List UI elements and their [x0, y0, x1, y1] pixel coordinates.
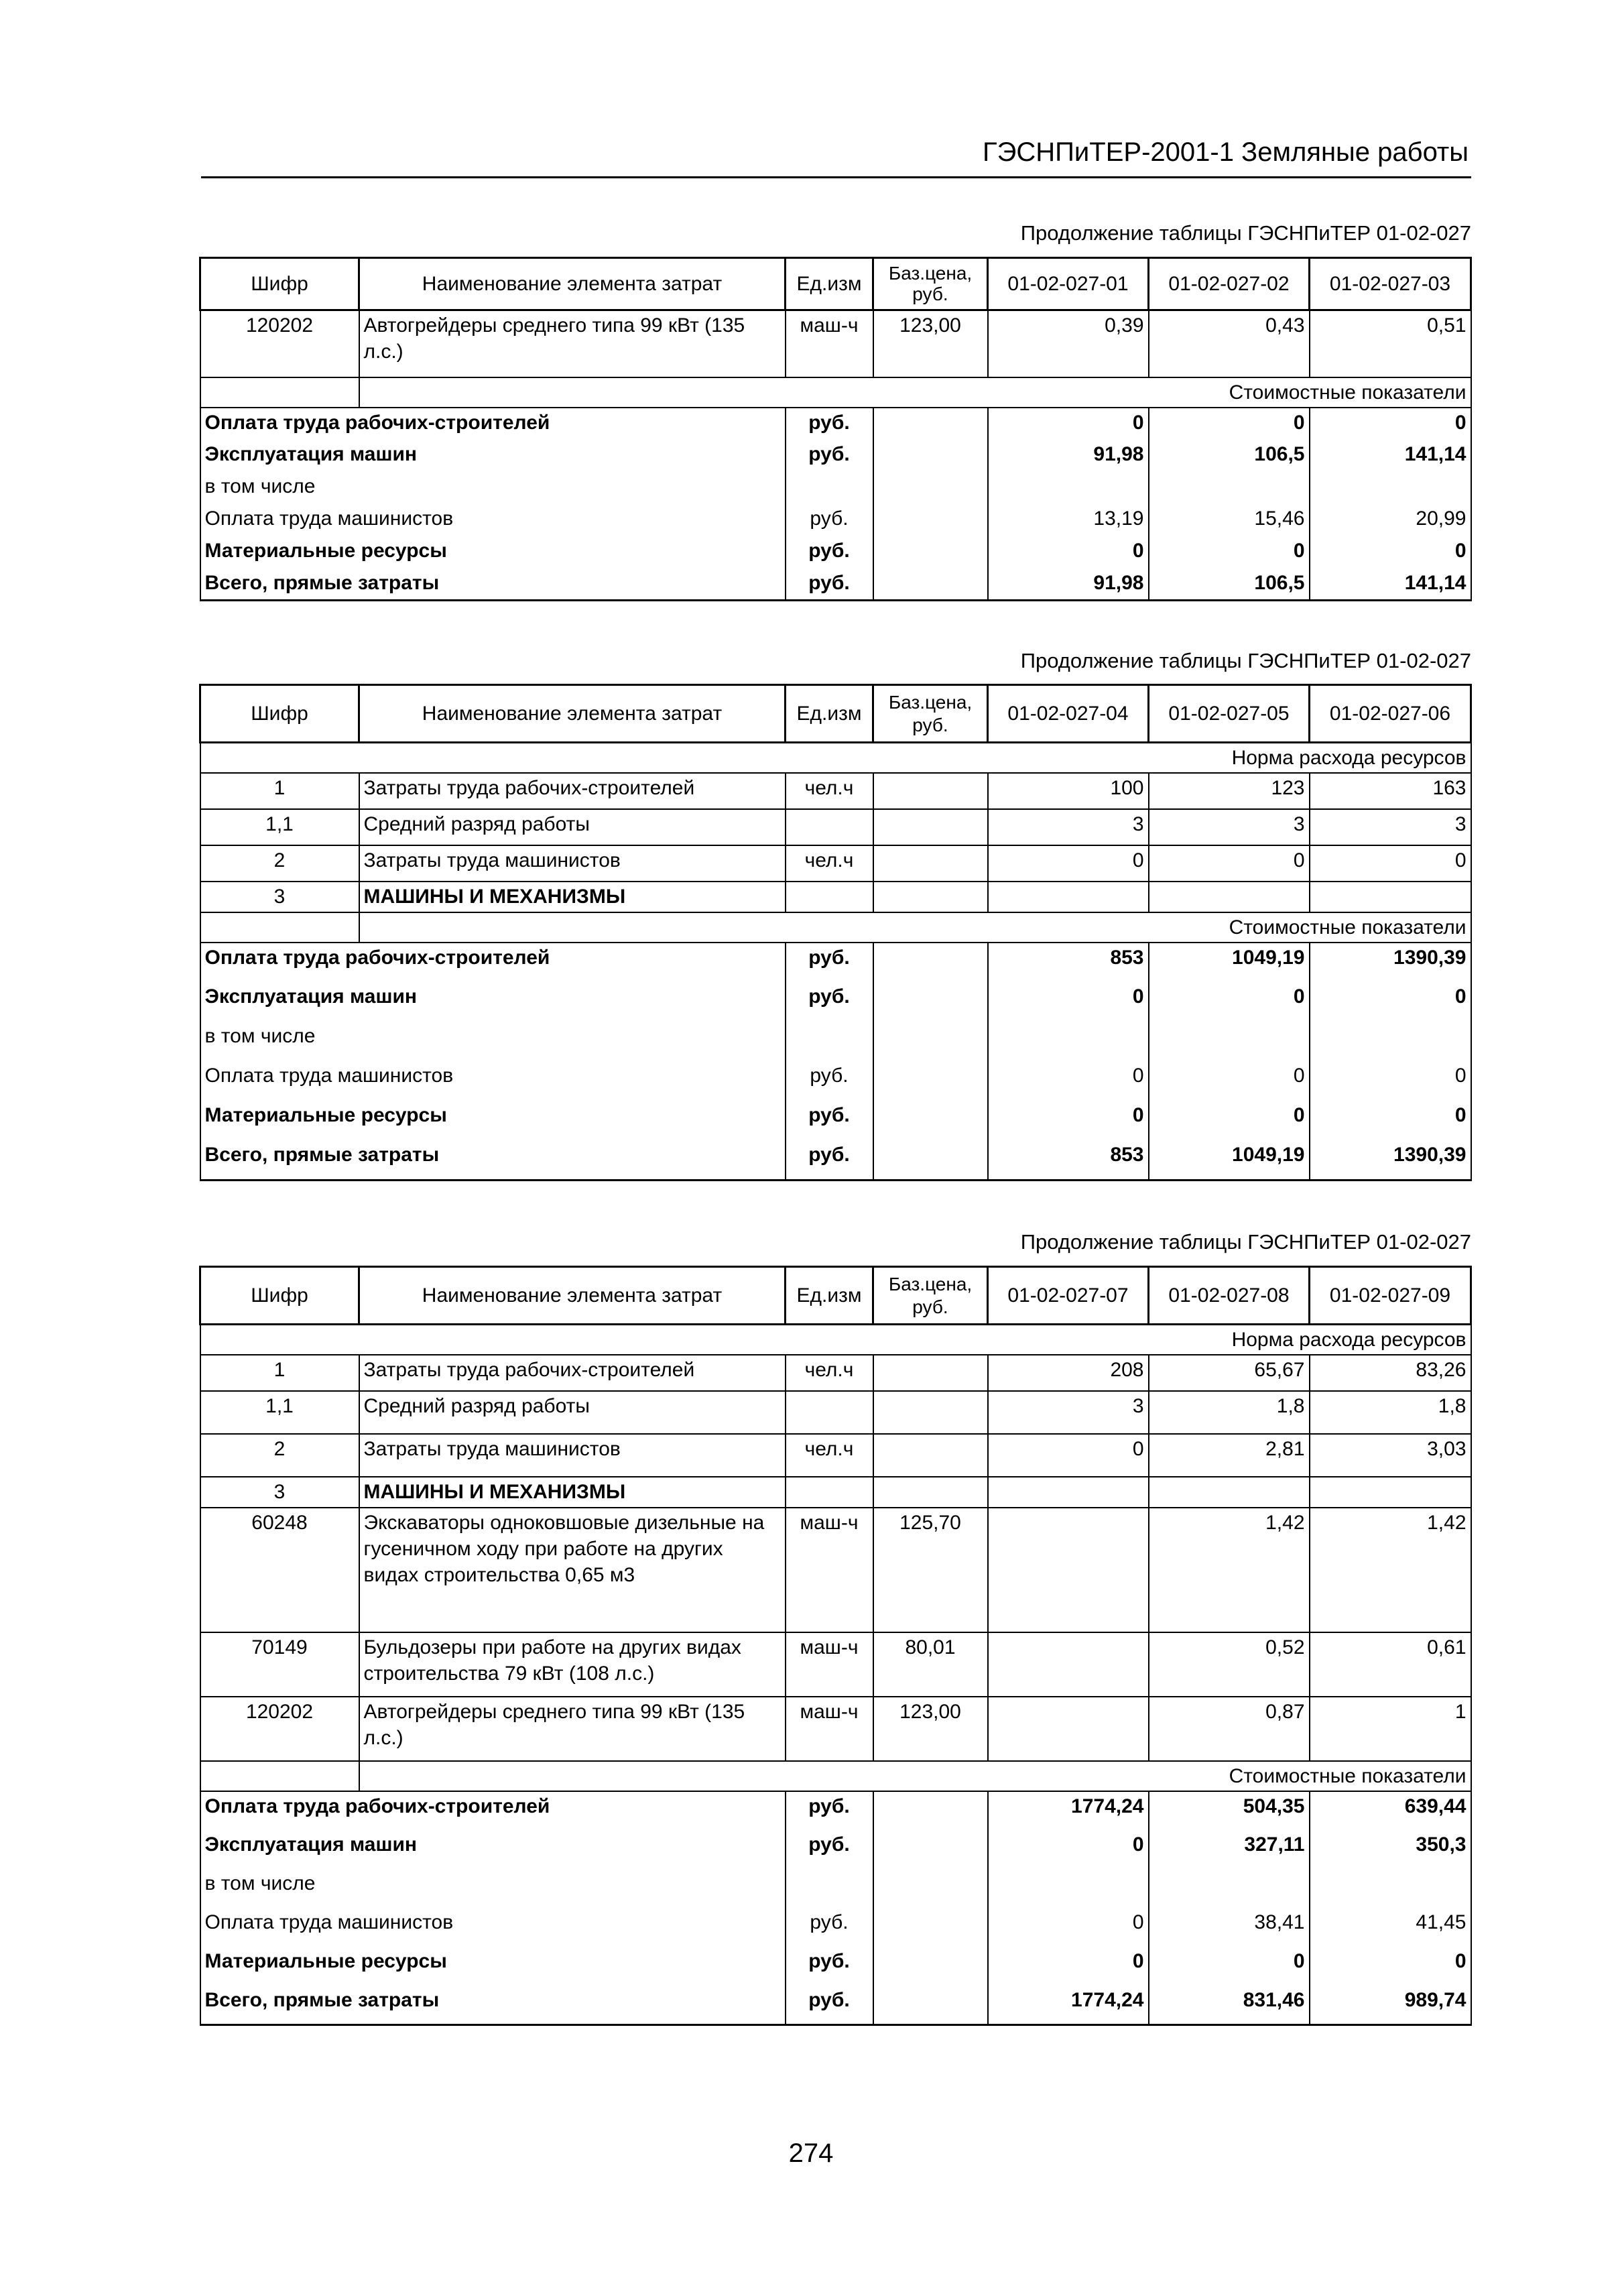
- table-cell: 1774,24: [988, 1986, 1149, 2025]
- table-cell: [988, 1869, 1149, 1908]
- table-cell: [1310, 1477, 1471, 1508]
- table-cell: 3: [988, 809, 1149, 845]
- table-cell: руб.: [786, 536, 873, 568]
- col-name-header: Наименование элемента затрат: [359, 685, 786, 743]
- table-cell: 1774,24: [988, 1791, 1149, 1830]
- table-cell: 141,14: [1310, 440, 1471, 472]
- col-code-2: 01-02-027-02: [1149, 258, 1310, 310]
- table-row: [200, 1140, 1471, 1180]
- col-name-header: Наименование элемента затрат: [359, 1267, 786, 1325]
- table-cell: 1390,39: [1310, 943, 1471, 982]
- table-cell: руб.: [786, 1986, 873, 2025]
- table-cell: [988, 1697, 1149, 1761]
- table-row: [200, 1477, 1471, 1508]
- table-cell: 3: [200, 1477, 359, 1508]
- table-cell: руб.: [786, 504, 873, 536]
- table-cell: 1: [200, 1355, 359, 1391]
- table-cell: маш-ч: [786, 310, 873, 377]
- table-cell: 15,46: [1149, 504, 1310, 536]
- table-cell: Всего, прямые затраты: [200, 1140, 786, 1180]
- table-row: [200, 1355, 1471, 1391]
- table-row: [200, 943, 1471, 982]
- table-cell: Оплата труда машинистов: [200, 1908, 786, 1947]
- col-code-header: Шифр: [200, 258, 359, 310]
- table-cell: [873, 1869, 988, 1908]
- table-cell: 0,61: [1310, 1632, 1471, 1697]
- table-cell: [1310, 1869, 1471, 1908]
- table-cell: руб.: [786, 408, 873, 440]
- col-code-5: 01-02-027-05: [1149, 685, 1310, 743]
- table-cell: 0: [988, 536, 1149, 568]
- table-row: [200, 1391, 1471, 1434]
- table-cell: [873, 982, 988, 1022]
- table-cell: 123: [1149, 773, 1310, 809]
- table-cell: Экскаваторы одноковшовые дизельные на гусеничном ходу при работе на других видах строительства 0,65 м3: [359, 1508, 786, 1632]
- table-cell: 91,98: [988, 440, 1149, 472]
- table-cell: 41,45: [1310, 1908, 1471, 1947]
- col-name-header: Наименование элемента затрат: [359, 258, 786, 310]
- table-cell: 0: [1149, 1061, 1310, 1101]
- table-cell: 91,98: [988, 568, 1149, 601]
- table-cell: Бульдозеры при работе на других видах строительства 79 кВт (108 л.с.): [359, 1632, 786, 1697]
- table-cell: руб.: [786, 1908, 873, 1947]
- table-cell: 80,01: [873, 1632, 988, 1697]
- cost-section-header: Стоимостные показатели: [359, 377, 1471, 408]
- table-cell: [786, 472, 873, 504]
- col-unit-header: Ед.изм: [786, 685, 873, 743]
- table-row: [200, 845, 1471, 882]
- table-row: [200, 1869, 1471, 1908]
- col-unit-header: Ед.изм: [786, 1267, 873, 1325]
- table-cell: 1,8: [1149, 1391, 1310, 1434]
- table-cell: [873, 882, 988, 912]
- table2: [199, 684, 1472, 1181]
- table-cell: Затраты труда рабочих-строителей: [359, 1355, 786, 1391]
- table-cell: Эксплуатация машин: [200, 1830, 786, 1869]
- header-title: ГЭСНПиТЕР-2001-1 Земляные работы: [983, 137, 1469, 167]
- table-cell: руб.: [786, 1101, 873, 1140]
- table-cell: [873, 1022, 988, 1061]
- table-cell: 2: [200, 1434, 359, 1477]
- table-cell: Автогрейдеры среднего типа 99 кВт (135 л.с.): [359, 310, 786, 377]
- table-row: [200, 536, 1471, 568]
- table-cell: [1310, 1022, 1471, 1061]
- table-cell: [1149, 1869, 1310, 1908]
- table-cell: Автогрейдеры среднего типа 99 кВт (135 л.с.): [359, 1697, 786, 1761]
- table-cell: [988, 472, 1149, 504]
- table-cell: 125,70: [873, 1508, 988, 1632]
- table-cell: [873, 1355, 988, 1391]
- table-cell: 0,43: [1149, 310, 1310, 377]
- table-cell: Оплата труда рабочих-строителей: [200, 408, 786, 440]
- table-cell: 0: [988, 1908, 1149, 1947]
- table-row: [200, 472, 1471, 504]
- table-cell: Материальные ресурсы: [200, 1101, 786, 1140]
- table-row: [200, 882, 1471, 912]
- col-price-header: Баз.цена, руб.: [873, 1267, 988, 1325]
- table-row: [200, 408, 1471, 440]
- cost-section-header: Стоимостные показатели: [359, 1761, 1471, 1791]
- table-cell: 989,74: [1310, 1986, 1471, 2025]
- table-cell: [873, 440, 988, 472]
- table-cell: чел.ч: [786, 845, 873, 882]
- table-cell: [1149, 1022, 1310, 1061]
- table-cell: [988, 1022, 1149, 1061]
- table-cell: [1149, 1477, 1310, 1508]
- table3-caption: Продолжение таблицы ГЭСНПиТЕР 01-02-027: [1020, 1230, 1471, 1254]
- table-cell: 0,39: [988, 310, 1149, 377]
- table-cell: 120202: [200, 310, 359, 377]
- table-cell: руб.: [786, 982, 873, 1022]
- table-row: [200, 1061, 1471, 1101]
- table-cell: 0: [1310, 982, 1471, 1022]
- table-cell: 123,00: [873, 310, 988, 377]
- table-cell: руб.: [786, 1791, 873, 1830]
- table1-caption: Продолжение таблицы ГЭСНПиТЕР 01-02-027: [1020, 221, 1471, 245]
- table-row: [200, 1022, 1471, 1061]
- table-cell: [988, 1477, 1149, 1508]
- table-cell: [873, 1830, 988, 1869]
- table-cell: МАШИНЫ И МЕХАНИЗМЫ: [359, 882, 786, 912]
- table-cell: 106,5: [1149, 440, 1310, 472]
- table-cell: Оплата труда машинистов: [200, 504, 786, 536]
- table-cell: 327,11: [1149, 1830, 1310, 1869]
- table-row: [200, 1697, 1471, 1761]
- table-cell: [786, 1391, 873, 1434]
- table-row: [200, 809, 1471, 845]
- table-cell: 1,42: [1310, 1508, 1471, 1632]
- table-cell: [873, 1477, 988, 1508]
- table-cell: Всего, прямые затраты: [200, 1986, 786, 2025]
- col-code-header: Шифр: [200, 1267, 359, 1325]
- table-cell: 504,35: [1149, 1791, 1310, 1830]
- table-cell: руб.: [786, 1947, 873, 1986]
- table3: [199, 1266, 1472, 2026]
- table-cell: [786, 1022, 873, 1061]
- table-cell: чел.ч: [786, 773, 873, 809]
- table-cell: [873, 1986, 988, 2025]
- page-number: 274: [788, 2138, 834, 2168]
- table-row: [200, 1101, 1471, 1140]
- table-row: [200, 504, 1471, 536]
- table-cell: в том числе: [200, 472, 786, 504]
- table-cell: 0: [1149, 408, 1310, 440]
- col-code-8: 01-02-027-08: [1149, 1267, 1310, 1325]
- norms-section-header: Норма расхода ресурсов: [200, 1325, 1471, 1355]
- table-cell: 1,1: [200, 809, 359, 845]
- col-code-header: Шифр: [200, 685, 359, 743]
- table-cell: 831,46: [1149, 1986, 1310, 2025]
- table-cell: 70149: [200, 1632, 359, 1697]
- col-price-header: Баз.цена, руб.: [873, 258, 988, 310]
- table-cell: 0,52: [1149, 1632, 1310, 1697]
- norms-section-header: Норма расхода ресурсов: [200, 743, 1471, 774]
- table-cell: [988, 1632, 1149, 1697]
- table-cell: 2: [200, 845, 359, 882]
- table-cell: маш-ч: [786, 1697, 873, 1761]
- table-cell: [873, 536, 988, 568]
- col-code-1: 01-02-027-01: [988, 258, 1149, 310]
- table-cell: 0: [1310, 1101, 1471, 1140]
- table-cell: [873, 472, 988, 504]
- table-cell: [988, 882, 1149, 912]
- table-cell: [873, 504, 988, 536]
- table-cell: 639,44: [1310, 1791, 1471, 1830]
- table-cell: 3,03: [1310, 1434, 1471, 1477]
- table-cell: 0: [1149, 845, 1310, 882]
- table-cell: Оплата труда машинистов: [200, 1061, 786, 1101]
- table-cell: руб.: [786, 1830, 873, 1869]
- col-price-header: Баз.цена, руб.: [873, 685, 988, 743]
- table-cell: [988, 1508, 1149, 1632]
- table-row: [200, 1434, 1471, 1477]
- table-cell: [873, 1434, 988, 1477]
- table-row: [200, 1947, 1471, 1986]
- col-code-4: 01-02-027-04: [988, 685, 1149, 743]
- cost-section-header: Стоимостные показатели: [359, 912, 1471, 943]
- table-cell: [873, 408, 988, 440]
- table-row: [200, 1791, 1471, 1830]
- table-cell: 3: [200, 882, 359, 912]
- table-cell: руб.: [786, 943, 873, 982]
- table-cell: [873, 943, 988, 982]
- col-code-6: 01-02-027-06: [1310, 685, 1471, 743]
- table-cell: 1,1: [200, 1391, 359, 1434]
- table-cell: 83,26: [1310, 1355, 1471, 1391]
- table-cell: [873, 809, 988, 845]
- table-row: [200, 568, 1471, 601]
- table-cell: Затраты труда машинистов: [359, 845, 786, 882]
- table-cell: 0: [1149, 1101, 1310, 1140]
- table-cell: 0: [1149, 536, 1310, 568]
- table-cell: 853: [988, 1140, 1149, 1180]
- table-cell: Затраты труда машинистов: [359, 1434, 786, 1477]
- table-cell: [1310, 472, 1471, 504]
- table-cell: 3: [1149, 809, 1310, 845]
- table-cell: маш-ч: [786, 1508, 873, 1632]
- table-cell: 3: [1310, 809, 1471, 845]
- table-cell: 0: [988, 1061, 1149, 1101]
- table-cell: 1390,39: [1310, 1140, 1471, 1180]
- table-cell: [786, 882, 873, 912]
- table-cell: [873, 1791, 988, 1830]
- table-cell: 13,19: [988, 504, 1149, 536]
- table-cell: 0: [1310, 1947, 1471, 1986]
- table-cell: 1049,19: [1149, 1140, 1310, 1180]
- table-cell: Оплата труда рабочих-строителей: [200, 1791, 786, 1830]
- table-cell: в том числе: [200, 1022, 786, 1061]
- table-cell: Средний разряд работы: [359, 809, 786, 845]
- table-cell: 38,41: [1149, 1908, 1310, 1947]
- table-cell: 0: [988, 982, 1149, 1022]
- table-cell: [786, 1869, 873, 1908]
- table-cell: Эксплуатация машин: [200, 440, 786, 472]
- table-row: [200, 440, 1471, 472]
- table-cell: [200, 912, 359, 943]
- table-cell: [1149, 882, 1310, 912]
- table-cell: 106,5: [1149, 568, 1310, 601]
- table-row: [200, 1632, 1471, 1697]
- table-cell: [873, 1061, 988, 1101]
- table-cell: руб.: [786, 1140, 873, 1180]
- table-cell: 1049,19: [1149, 943, 1310, 982]
- table-cell: 350,3: [1310, 1830, 1471, 1869]
- table-cell: 0: [1310, 536, 1471, 568]
- table-cell: руб.: [786, 440, 873, 472]
- table2-caption: Продолжение таблицы ГЭСНПиТЕР 01-02-027: [1020, 649, 1471, 672]
- table-cell: маш-ч: [786, 1632, 873, 1697]
- table-cell: 0: [988, 1947, 1149, 1986]
- table-cell: Эксплуатация машин: [200, 982, 786, 1022]
- table-cell: 0: [1149, 1947, 1310, 1986]
- table-cell: Всего, прямые затраты: [200, 568, 786, 601]
- table-cell: [873, 1140, 988, 1180]
- table-cell: 1: [200, 773, 359, 809]
- table-cell: 1,8: [1310, 1391, 1471, 1434]
- table-cell: [200, 1761, 359, 1791]
- col-code-7: 01-02-027-07: [988, 1267, 1149, 1325]
- table-row: [200, 1986, 1471, 2025]
- table-cell: [873, 1947, 988, 1986]
- table-cell: 208: [988, 1355, 1149, 1391]
- table-cell: [200, 377, 359, 408]
- table-cell: руб.: [786, 568, 873, 601]
- table-cell: 2,81: [1149, 1434, 1310, 1477]
- table-cell: 0: [988, 1101, 1149, 1140]
- table-row: [200, 310, 1471, 377]
- col-code-9: 01-02-027-09: [1310, 1267, 1471, 1325]
- table-cell: 0: [1310, 845, 1471, 882]
- table-row: [200, 1508, 1471, 1632]
- col-unit-header: Ед.изм: [786, 258, 873, 310]
- table-cell: [786, 1477, 873, 1508]
- table-cell: Средний разряд работы: [359, 1391, 786, 1434]
- table-cell: [1149, 472, 1310, 504]
- table-cell: чел.ч: [786, 1434, 873, 1477]
- table-cell: [873, 1908, 988, 1947]
- table-cell: в том числе: [200, 1869, 786, 1908]
- table-cell: 120202: [200, 1697, 359, 1761]
- table-row: [200, 982, 1471, 1022]
- table-cell: [786, 809, 873, 845]
- table-cell: 0,51: [1310, 310, 1471, 377]
- table-row: [200, 1908, 1471, 1947]
- table-cell: 0: [1310, 408, 1471, 440]
- table-cell: 123,00: [873, 1697, 988, 1761]
- col-code-3: 01-02-027-03: [1310, 258, 1471, 310]
- table-cell: 141,14: [1310, 568, 1471, 601]
- table-cell: [873, 568, 988, 601]
- table-row: [200, 773, 1471, 809]
- table-cell: 1,42: [1149, 1508, 1310, 1632]
- table-cell: чел.ч: [786, 1355, 873, 1391]
- page-header: [201, 137, 1471, 178]
- table-cell: 1: [1310, 1697, 1471, 1761]
- table-cell: Материальные ресурсы: [200, 1947, 786, 1986]
- table-cell: [873, 845, 988, 882]
- table-cell: 0: [988, 845, 1149, 882]
- table-cell: 163: [1310, 773, 1471, 809]
- table-cell: 0,87: [1149, 1697, 1310, 1761]
- table-cell: Затраты труда рабочих-строителей: [359, 773, 786, 809]
- table-cell: 0: [988, 1434, 1149, 1477]
- table-cell: 0: [988, 1830, 1149, 1869]
- table-cell: 100: [988, 773, 1149, 809]
- table-cell: Материальные ресурсы: [200, 536, 786, 568]
- table1: [199, 257, 1472, 601]
- table-cell: 0: [1310, 1061, 1471, 1101]
- table-cell: [873, 773, 988, 809]
- table-cell: МАШИНЫ И МЕХАНИЗМЫ: [359, 1477, 786, 1508]
- table-cell: Оплата труда рабочих-строителей: [200, 943, 786, 982]
- table-row: [200, 1830, 1471, 1869]
- table-cell: [1310, 882, 1471, 912]
- table-cell: 20,99: [1310, 504, 1471, 536]
- table-cell: [873, 1391, 988, 1434]
- table-cell: 65,67: [1149, 1355, 1310, 1391]
- table-cell: 3: [988, 1391, 1149, 1434]
- table-cell: [873, 1101, 988, 1140]
- table-cell: 0: [988, 408, 1149, 440]
- table-cell: 60248: [200, 1508, 359, 1632]
- table-cell: 0: [1149, 982, 1310, 1022]
- table-cell: руб.: [786, 1061, 873, 1101]
- table-cell: 853: [988, 943, 1149, 982]
